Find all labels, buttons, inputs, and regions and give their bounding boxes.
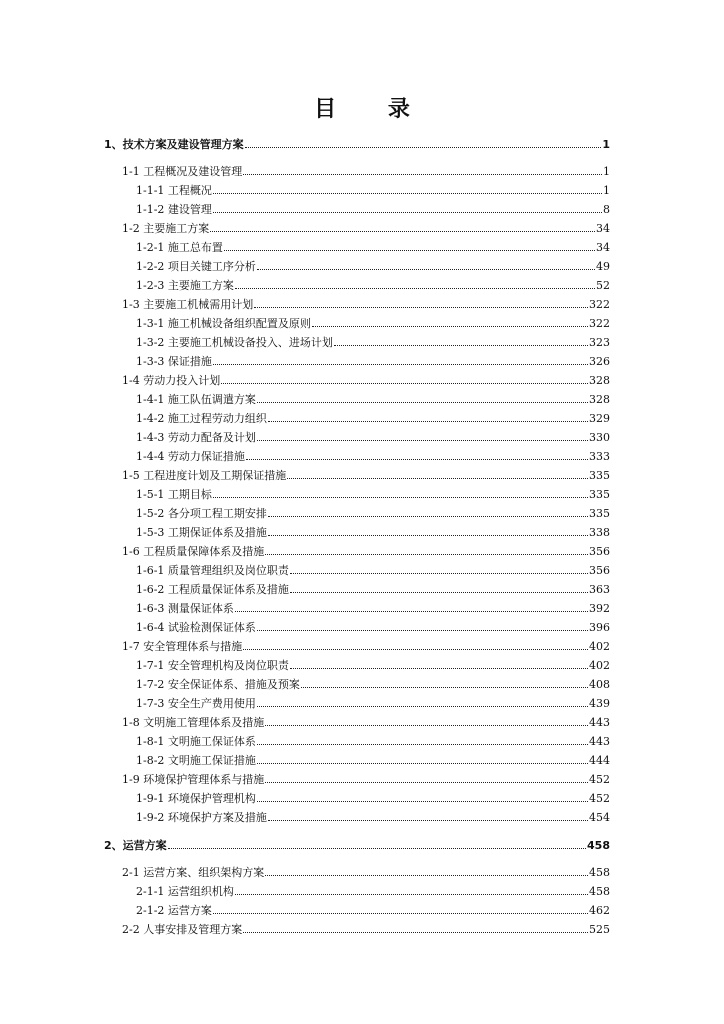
toc-page-number: 402 bbox=[589, 640, 610, 653]
dot-leader bbox=[268, 421, 588, 422]
toc-entry-text: 1、技术方案及建设管理方案 bbox=[104, 138, 244, 151]
dot-leader bbox=[221, 383, 588, 384]
dot-leader bbox=[243, 174, 602, 175]
toc-page-number: 335 bbox=[589, 469, 610, 482]
toc-entry[interactable] bbox=[104, 653, 610, 672]
dot-leader bbox=[213, 212, 602, 213]
dot-leader bbox=[290, 668, 588, 669]
toc-entry[interactable] bbox=[104, 729, 610, 748]
toc-entry[interactable] bbox=[104, 159, 610, 178]
toc-entry-text: 1-1-1 工程概况 bbox=[136, 184, 212, 197]
toc-entry-text: 2-1-2 运营方案 bbox=[136, 904, 212, 917]
toc-page-number: 443 bbox=[589, 716, 610, 729]
dot-leader bbox=[265, 782, 588, 783]
toc-page-number: 458 bbox=[587, 839, 610, 852]
dot-leader bbox=[257, 744, 588, 745]
toc-entry-text: 1-3-2 主要施工机械设备投入、进场计划 bbox=[136, 336, 333, 349]
dot-leader bbox=[257, 402, 588, 403]
toc-entry-text: 2、运营方案 bbox=[104, 839, 167, 852]
dot-leader bbox=[224, 250, 595, 251]
toc-entry[interactable] bbox=[104, 520, 610, 539]
page-title: 目 录 bbox=[314, 97, 432, 122]
toc-entry[interactable] bbox=[104, 558, 610, 577]
toc-page-number: 322 bbox=[589, 298, 610, 311]
toc-entry-text: 1-3 主要施工机械需用计划 bbox=[122, 298, 254, 311]
toc-entry-text: 2-1-1 运营组织机构 bbox=[136, 885, 234, 898]
dot-leader bbox=[265, 725, 588, 726]
toc-page-number: 326 bbox=[589, 355, 610, 368]
toc-page-number: 333 bbox=[589, 450, 610, 463]
toc-entry[interactable] bbox=[104, 710, 610, 729]
toc-entry[interactable] bbox=[104, 898, 610, 917]
toc-entry-text: 2-2 人事安排及管理方案 bbox=[122, 923, 243, 936]
dot-leader bbox=[213, 193, 602, 194]
toc-page-number: 356 bbox=[589, 545, 610, 558]
dot-leader bbox=[287, 478, 588, 479]
toc-page-number: 454 bbox=[589, 811, 610, 824]
toc-entry-text: 1-7-1 安全管理机构及岗位职责 bbox=[136, 659, 289, 672]
dot-leader bbox=[257, 706, 588, 707]
toc-page-number: 402 bbox=[589, 659, 610, 672]
toc-entry-text: 1-5-2 各分项工程工期安排 bbox=[136, 507, 267, 520]
toc-entry[interactable] bbox=[104, 178, 610, 197]
toc-entry-text: 1-8-1 文明施工保证体系 bbox=[136, 735, 256, 748]
toc-entry[interactable] bbox=[104, 463, 610, 482]
toc-entry-text: 1-8 文明施工管理体系及措施 bbox=[122, 716, 265, 729]
toc-entry[interactable] bbox=[104, 368, 610, 387]
toc-page-number: 328 bbox=[589, 374, 610, 387]
toc-entry-text: 1-2-2 项目关键工序分析 bbox=[136, 260, 256, 273]
dot-leader bbox=[210, 231, 595, 232]
dot-leader bbox=[213, 497, 588, 498]
toc-entry-text: 1-7 安全管理体系与措施 bbox=[122, 640, 243, 653]
toc-entry[interactable] bbox=[104, 425, 610, 444]
toc-page-number: 525 bbox=[589, 923, 610, 936]
toc-entry[interactable] bbox=[104, 292, 610, 311]
dot-leader bbox=[257, 630, 588, 631]
toc-entry[interactable] bbox=[104, 482, 610, 501]
toc-entry-text: 1-4-4 劳动力保证措施 bbox=[136, 450, 245, 463]
dot-leader bbox=[268, 535, 588, 536]
toc-page-number: 1 bbox=[602, 138, 610, 151]
toc-page-number: 323 bbox=[589, 336, 610, 349]
toc-entry-text: 1-1 工程概况及建设管理 bbox=[122, 165, 243, 178]
toc-page-number: 49 bbox=[596, 260, 610, 273]
toc-entry[interactable] bbox=[104, 273, 610, 292]
toc-entry[interactable] bbox=[104, 311, 610, 330]
toc-entry-text: 1-4-1 施工队伍调遣方案 bbox=[136, 393, 256, 406]
dot-leader bbox=[213, 364, 588, 365]
toc-page-number: 439 bbox=[589, 697, 610, 710]
toc-entry[interactable] bbox=[104, 216, 610, 235]
toc-entry[interactable] bbox=[104, 634, 610, 653]
dot-leader bbox=[257, 269, 595, 270]
toc-entry-text: 1-5 工程进度计划及工期保证措施 bbox=[122, 469, 287, 482]
toc-entry[interactable] bbox=[104, 879, 610, 898]
toc-page-number: 443 bbox=[589, 735, 610, 748]
toc-entry[interactable] bbox=[104, 748, 610, 767]
toc-page-number: 458 bbox=[589, 885, 610, 898]
table-of-contents bbox=[104, 130, 610, 936]
toc-entry[interactable] bbox=[104, 387, 610, 406]
toc-entry-text: 1-7-3 安全生产费用使用 bbox=[136, 697, 256, 710]
dot-leader bbox=[235, 894, 588, 895]
toc-entry[interactable] bbox=[104, 330, 610, 349]
toc-entry-text: 1-5-3 工期保证体系及措施 bbox=[136, 526, 267, 539]
toc-page-number: 408 bbox=[589, 678, 610, 691]
toc-entry-text: 1-9 环境保护管理体系与措施 bbox=[122, 773, 265, 786]
toc-entry-text: 1-8-2 文明施工保证措施 bbox=[136, 754, 256, 767]
dot-leader bbox=[312, 326, 588, 327]
dot-leader bbox=[268, 820, 588, 821]
toc-entry-text: 1-4 劳动力投入计划 bbox=[122, 374, 221, 387]
dot-leader bbox=[213, 913, 588, 914]
toc-page-number: 335 bbox=[589, 488, 610, 501]
toc-entry[interactable] bbox=[104, 406, 610, 425]
toc-entry[interactable] bbox=[104, 691, 610, 710]
toc-entry-text: 1-2-3 主要施工方案 bbox=[136, 279, 234, 292]
toc-entry-text: 1-6 工程质量保障体系及措施 bbox=[122, 545, 265, 558]
toc-entry[interactable] bbox=[104, 767, 610, 786]
toc-page-number: 34 bbox=[596, 222, 610, 235]
toc-entry[interactable] bbox=[104, 860, 610, 879]
toc-entry-text: 1-3-3 保证措施 bbox=[136, 355, 212, 368]
toc-entry-text: 1-3-1 施工机械设备组织配置及原则 bbox=[136, 317, 311, 330]
toc-page-number: 1 bbox=[603, 184, 610, 197]
dot-leader bbox=[235, 288, 595, 289]
toc-page-number: 458 bbox=[589, 866, 610, 879]
toc-entry[interactable] bbox=[104, 539, 610, 558]
toc-entry-text: 1-4-2 施工过程劳动力组织 bbox=[136, 412, 267, 425]
toc-entry[interactable] bbox=[104, 615, 610, 634]
toc-entry[interactable] bbox=[104, 349, 610, 368]
dot-leader bbox=[168, 848, 586, 849]
dot-leader bbox=[235, 611, 588, 612]
toc-entry[interactable] bbox=[104, 235, 610, 254]
toc-page-number: 1 bbox=[603, 165, 610, 178]
toc-page-number: 330 bbox=[589, 431, 610, 444]
dot-leader bbox=[290, 573, 588, 574]
toc-page-number: 328 bbox=[589, 393, 610, 406]
toc-page-number: 444 bbox=[589, 754, 610, 767]
toc-page-number: 452 bbox=[589, 792, 610, 805]
dot-leader bbox=[268, 516, 588, 517]
toc-entry-text: 1-2-1 施工总布置 bbox=[136, 241, 223, 254]
toc-page-number: 462 bbox=[589, 904, 610, 917]
toc-entry-text: 1-4-3 劳动力配备及计划 bbox=[136, 431, 256, 444]
toc-entry-text: 1-6-4 试验检测保证体系 bbox=[136, 621, 256, 634]
dot-leader bbox=[257, 763, 588, 764]
toc-entry[interactable] bbox=[104, 501, 610, 520]
toc-entry[interactable] bbox=[104, 577, 610, 596]
toc-entry-text: 1-1-2 建设管理 bbox=[136, 203, 212, 216]
toc-page-number: 52 bbox=[596, 279, 610, 292]
toc-entry[interactable] bbox=[104, 132, 610, 151]
toc-page-number: 8 bbox=[603, 203, 610, 216]
dot-leader bbox=[254, 307, 588, 308]
toc-page-number: 396 bbox=[589, 621, 610, 634]
dot-leader bbox=[243, 649, 588, 650]
toc-entry-text: 1-7-2 安全保证体系、措施及预案 bbox=[136, 678, 300, 691]
toc-page-number: 392 bbox=[589, 602, 610, 615]
toc-entry-text: 1-6-2 工程质量保证体系及措施 bbox=[136, 583, 289, 596]
toc-entry-text: 1-5-1 工期目标 bbox=[136, 488, 212, 501]
toc-entry[interactable] bbox=[104, 444, 610, 463]
toc-entry[interactable] bbox=[104, 786, 610, 805]
toc-entry-text: 1-2 主要施工方案 bbox=[122, 222, 210, 235]
toc-entry[interactable] bbox=[104, 596, 610, 615]
dot-leader bbox=[290, 592, 588, 593]
toc-entry[interactable] bbox=[104, 197, 610, 216]
toc-page-number: 452 bbox=[589, 773, 610, 786]
dot-leader bbox=[246, 459, 588, 460]
dot-leader bbox=[265, 875, 588, 876]
toc-page-number: 322 bbox=[589, 317, 610, 330]
dot-leader bbox=[257, 440, 588, 441]
toc-page-number: 363 bbox=[589, 583, 610, 596]
dot-leader bbox=[245, 147, 602, 148]
toc-entry[interactable] bbox=[104, 833, 610, 852]
toc-entry[interactable] bbox=[104, 254, 610, 273]
toc-page-number: 338 bbox=[589, 526, 610, 539]
toc-page-number: 335 bbox=[589, 507, 610, 520]
dot-leader bbox=[265, 554, 588, 555]
toc-entry-text: 1-9-1 环境保护管理机构 bbox=[136, 792, 256, 805]
toc-page-number: 356 bbox=[589, 564, 610, 577]
dot-leader bbox=[301, 687, 588, 688]
toc-entry[interactable] bbox=[104, 917, 610, 936]
dot-leader bbox=[243, 932, 588, 933]
toc-entry-text: 1-6-3 测量保证体系 bbox=[136, 602, 234, 615]
toc-entry[interactable] bbox=[104, 805, 610, 824]
toc-entry[interactable] bbox=[104, 672, 610, 691]
dot-leader bbox=[334, 345, 588, 346]
dot-leader bbox=[257, 801, 588, 802]
toc-entry-text: 2-1 运营方案、组织架构方案 bbox=[122, 866, 265, 879]
toc-entry-text: 1-9-2 环境保护方案及措施 bbox=[136, 811, 267, 824]
toc-page-number: 329 bbox=[589, 412, 610, 425]
toc-page-number: 34 bbox=[596, 241, 610, 254]
toc-entry-text: 1-6-1 质量管理组织及岗位职责 bbox=[136, 564, 289, 577]
